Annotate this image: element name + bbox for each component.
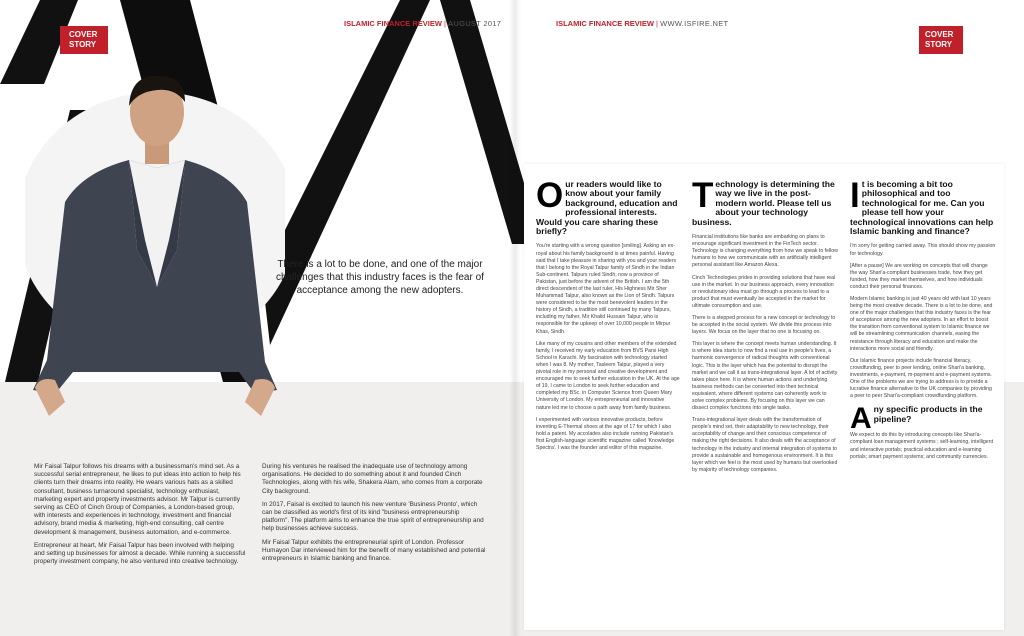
question-heading: [536, 176, 680, 237]
question-text: t is becoming a bit too philosophical and too technological for me. Can you please tell how your technological innovations can help Islamic banking and finance?: [850, 179, 994, 237]
answer-paragraph: [After a pause] We are working on concepts that will change the way Shari'a-compliant businesses trade, how they get funded, how they market themselves, and how individuals conduct their personal finances.: [850, 262, 988, 290]
answer-paragraph: This layer is where the concept meets human understanding. It is where idea starts to now find a real use in people's lives, a harmonic convergence of radical thoughts with conventional logic. This is the layer which has the potential to disrupt the market and we call it as trans-integrational layer. A lot of activity takes place here. It is where human actions and underlying business methods can be converted into their technical equivalent, where different systems can coherently work to solve complex problems. By focusing on this layer we can dissect complex functions into single tasks.: [692, 341, 838, 412]
drop-cap: T: [692, 176, 714, 215]
magazine-name: ISLAMIC FINANCE REVIEW: [556, 19, 654, 28]
question-heading: [850, 176, 996, 237]
cover-story-tag-left: [60, 26, 108, 54]
answer-paragraph: Our Islamic finance projects include financial literacy, crowdfunding, peer to peer lending, online Shari'a banking, investments, e-payment, m-payment and e-payment systems. One of the problems we are trying to address is to provide a lucrative finance alternative to the UK companies by providing a peer to peer Shari'a-compliant crowdfunding platform.: [850, 357, 992, 400]
header-separator: |: [656, 19, 658, 28]
cover-story-tag-right: [919, 26, 963, 54]
tag-word: COVER: [69, 30, 98, 39]
intro-column-1: [34, 463, 246, 571]
tag-word: STORY: [925, 40, 953, 49]
drop-cap: O: [536, 176, 564, 215]
interview-column-3: [850, 176, 996, 466]
answer-paragraph: Cinch Technologies prides in providing solutions that have real use in the market. In our business approach, every innovation or revolutionary idea must go through a process to lead to a product that must eventually be accepted in the market for ultimate consumption and use.: [692, 274, 836, 309]
question-heading: [850, 402, 996, 436]
answer-paragraph: There is a stepped process for a new concept or technology to be accepted in the social system. We divide this process into layers. We focus on the layer that no one is focusing on.: [692, 314, 836, 336]
header-separator: |: [444, 19, 446, 28]
answer-paragraph: I'm sorry for getting carried away. This should show my passion for technology.: [850, 243, 996, 257]
intro-paragraph: Entrepreneur at heart, Mir Faisal Talpur has been involved with helping and setting up businesses for almost a decade. While running a successful property investment company, he also ventured into creative technology.: [34, 541, 246, 566]
running-header-left: [344, 19, 501, 28]
spread-gutter: [509, 0, 521, 636]
answer-paragraph: We expect to do this by introducing concepts like Shari'a-compliant loan management systems ; self-learning, intelligent and interactive portals; practical education and e-learning portals; smart payment systems; and community currencies.: [850, 432, 994, 460]
answer-paragraph: I experimented with various innovative products, before inventing E-Thermal shoes at the age of 17 for which I also hold a patent. My accolades also include running Pakistan's first English-language scientific magazine called 'Knowledge Spectra'. I was the founder and editor of this magazine.: [536, 416, 675, 451]
answer-paragraph: Like many of my cousins and other members of the extended family, I received my early education from BVS Parsi High School in Karachi. My fascination with technology started when I was 8. My mother, Tasleem Talpur, played a very pivotal role in my personal and creative development and encouraged me to seek further education in the UK. At the age of 19, I came to London to seek further education and completed my BSc. in Computer Science from Queen Mary University of London. My entrepreneurial and innovative nature led me to choose a path away from family business.: [536, 340, 680, 411]
intro-paragraph: In 2017, Faisal is excited to launch his new venture 'Business Pronto', which can be classified as world's first of its kind "business entrepreneurship platform". The platform aims to enhance the true spirit of entrepreneurship and help businesses achieve success.: [262, 500, 484, 533]
tag-word: COVER: [925, 30, 954, 39]
answer-paragraph: Financial institutions like banks are embarking on plans to encourage significant investment in the FinTech sector. Technology is changing everything from how we speak to fellow humans to how we communicate with an artificially intelligent personal assistant like Amazon Alexa.: [692, 234, 838, 269]
drop-cap: A: [850, 402, 872, 436]
intro-paragraph: During his ventures he realised the inadequate use of technology among organisations. He decided to do something about it and founded Cinch Technologies, along with his wife, Shakera Alam, who comes from a corporate City background.: [262, 463, 483, 495]
pull-quote: There is a lot to be done, and one of the major challenges that this industry faces is the fear of acceptance among the new adopters.: [276, 259, 484, 296]
question-text: ur readers would like to know about your family background, education and professional interests. Would you care sharing these briefly?: [536, 179, 678, 237]
question-text: echnology is determining the way we live in the post-modern world. Please tell us about your technology business.: [692, 179, 835, 227]
answer-paragraph: Trans-integrational layer deals with the transformation of people's mind set, their adaptability to new technology, their acceptability of change and their conscious competence of making the right decisions. It also deals with the acceptance of technology in the industry and internal integration of systems to provide a sustainable and homogenous environment. It is this layer which we feel is the most used by humans but overlooked by majority of technology companies.: [692, 417, 838, 473]
question-text: ny specific products in the pipeline?: [873, 404, 983, 424]
intro-paragraph: Mir Faisal Talpur follows his dreams with a businessman's mind set. As a successful serial entrepreneur, he likes to put ideas into action to help his clients turn their dreams into reality. He wears various hats as a skilled consultant, business turnaround specialist, technology enthusiast, marketing expert and property investments advisor. Mr Talpur is currently serving as CEO of Cinch Group of Companies, a London-based group, with interests and experiences in technology, investment and financial advisory, brand media & marketing, high-end consulting, call centre development & management, business automation, and e-commerce.: [34, 463, 241, 536]
running-header-right: [556, 19, 728, 28]
interview-column-2: [692, 176, 838, 479]
question-heading: [692, 176, 838, 227]
intro-column-2: [262, 463, 488, 568]
magazine-name: ISLAMIC FINANCE REVIEW: [344, 19, 442, 28]
issue-date: AUGUST 2017: [448, 19, 502, 28]
tag-word: STORY: [69, 40, 97, 49]
answer-paragraph: Modern Islamic banking is just 40 years old with last 10 years being the most creative decade. There is a lot to be done, and one of the major challenges that this industry faces is the fear of acceptance among the new adopters. In an effort to boost the transition from conventional system to Islamic finance we will be streamlining communication channels, easing the resistance through literacy and education and make the interactions more social and friendly.: [850, 296, 993, 352]
drop-cap: I: [850, 176, 860, 215]
website-url: WWW.ISFIRE.NET: [660, 19, 729, 28]
answer-paragraph: You're starting with a wrong question [smiling]. Asking an ex-royal about his family background is at times painful. Having said that I take pleasure in sharing with you and your readers that I belong to the Royal Talpur family of Sindh in the Indian Sub-continent. Talpurs ruled Sindh, now a province of Pakistan, just before the advent of the British. I am the 5th direct descendent of the last ruler, His Highness Mir Sher Muhammad Talpur, also known as the Lion of Sindh. Talpurs were considered to be the most benevolent leaders in the history of Sindh, a tradition still continued by many Talpurs, including my father, Mir Khalid Hussain Talpur, who is responsible for the upkeep of over 10,000 people in Mirpur Khas, Sindh.: [536, 243, 677, 335]
intro-paragraph: Mir Faisal Talpur exhibits the entrepreneurial spirit of London. Professor Humayon Dar interviewed him for the benefit of many established and potential entrepreneurs in Islamic banking and finance.: [262, 538, 486, 563]
interview-column-1: [536, 176, 680, 457]
portrait-photo: [25, 72, 285, 420]
